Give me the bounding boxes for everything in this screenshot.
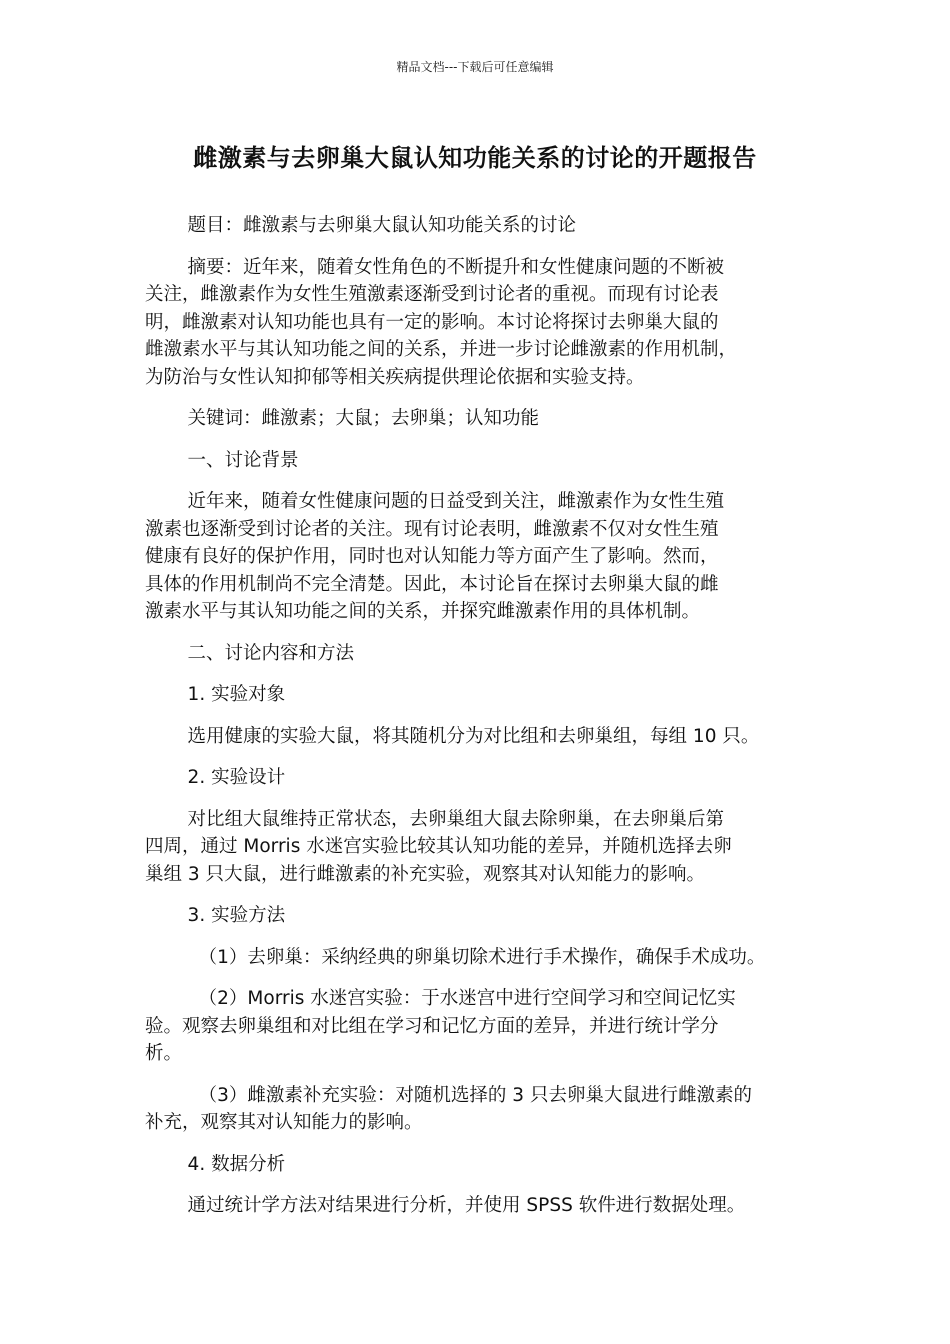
- design-line: 巢组 3 只大鼠，进行雌激素的补充实验，观察其对认知能力的影响。: [145, 863, 706, 885]
- method-ovariectomy: （1）去卵巢：采纳经典的卵巢切除术进行手术操作，确保手术成功。: [198, 946, 766, 968]
- background-line: 激素水平与其认知功能之间的关系，并探究雌激素作用的具体机制。: [145, 601, 701, 622]
- item-heading-methods: 3. 实验方法: [187, 905, 286, 926]
- method-line: （3）雌激素补充实验：对随机选择的 3 只去卵巢大鼠进行雌激素的: [198, 1084, 752, 1106]
- abstract-line: 雌激素水平与其认知功能之间的关系，并进一步讨论雌激素的作用机制，: [145, 339, 738, 360]
- abstract-line: 为防治与女性认知抑郁等相关疾病提供理论依据和实验支持。: [145, 366, 645, 388]
- design-paragraph: [145, 806, 815, 889]
- method-estrogen-supplement: [145, 1082, 815, 1137]
- section-heading-background: 一、讨论背景: [187, 449, 299, 471]
- method-morris-water-maze: [145, 985, 815, 1068]
- background-line: 健康有良好的保护作用，同时也对认知能力等方面产生了影响。然而，: [145, 546, 719, 567]
- subjects-paragraph: 选用健康的实验大鼠，将其随机分为对比组和去卵巢组，每组 10 只。: [187, 725, 760, 747]
- section-heading-content-methods: 二、讨论内容和方法: [187, 642, 355, 664]
- header-note: 精品文档---下载后可任意编辑: [396, 60, 554, 74]
- background-line: 激素也逐渐受到讨论者的关注。现有讨论表明，雌激素不仅对女性生殖: [145, 518, 719, 540]
- method-line: （2）Morris 水迷宫实验：于水迷宫中进行空间学习和空间记忆实: [198, 988, 736, 1009]
- background-paragraph: [145, 488, 815, 626]
- method-line: 补充，观察其对认知能力的影响。: [145, 1112, 423, 1133]
- design-line: 四周，通过 Morris 水迷宫实验比较其认知功能的差异，并随机选择去卵: [145, 836, 732, 857]
- background-line: 具体的作用机制尚不完全清楚。因此，本讨论旨在探讨去卵巢大鼠的雌: [145, 573, 719, 595]
- method-line: 析。: [145, 1043, 183, 1064]
- item-heading-data-analysis: 4. 数据分析: [187, 1153, 286, 1175]
- design-line: 对比组大鼠维持正常状态，去卵巢组大鼠去除卵巢，在去卵巢后第: [187, 808, 725, 830]
- subject-line: 题目：雌激素与去卵巢大鼠认知功能关系的讨论: [187, 215, 577, 236]
- document-title: 雌激素与去卵巢大鼠认知功能关系的讨论的开题报告: [193, 144, 757, 172]
- abstract-paragraph: [145, 254, 815, 392]
- data-analysis-paragraph: 通过统计学方法对结果进行分析，并使用 SPSS 软件进行数据处理。: [187, 1195, 746, 1216]
- abstract-line: 明，雌激素对认知功能也具有一定的影响。本讨论将探讨去卵巢大鼠的: [145, 311, 719, 333]
- item-heading-subjects: 1. 实验对象: [187, 684, 286, 705]
- background-line: 近年来，随着女性健康问题的日益受到关注，雌激素作为女性生殖: [187, 491, 725, 512]
- document-body: [145, 212, 815, 1234]
- keywords-line: 关键词：雌激素；大鼠；去卵巢；认知功能: [187, 408, 540, 429]
- abstract-line: 关注，雌激素作为女性生殖激素逐渐受到讨论者的重视。而现有讨论表: [145, 284, 719, 305]
- abstract-line: 摘要：近年来，随着女性角色的不断提升和女性健康问题的不断被: [187, 256, 725, 278]
- method-line: 验。观察去卵巢组和对比组在学习和记忆方面的差异，并进行统计学分: [145, 1015, 719, 1037]
- item-heading-design: 2. 实验设计: [187, 767, 286, 788]
